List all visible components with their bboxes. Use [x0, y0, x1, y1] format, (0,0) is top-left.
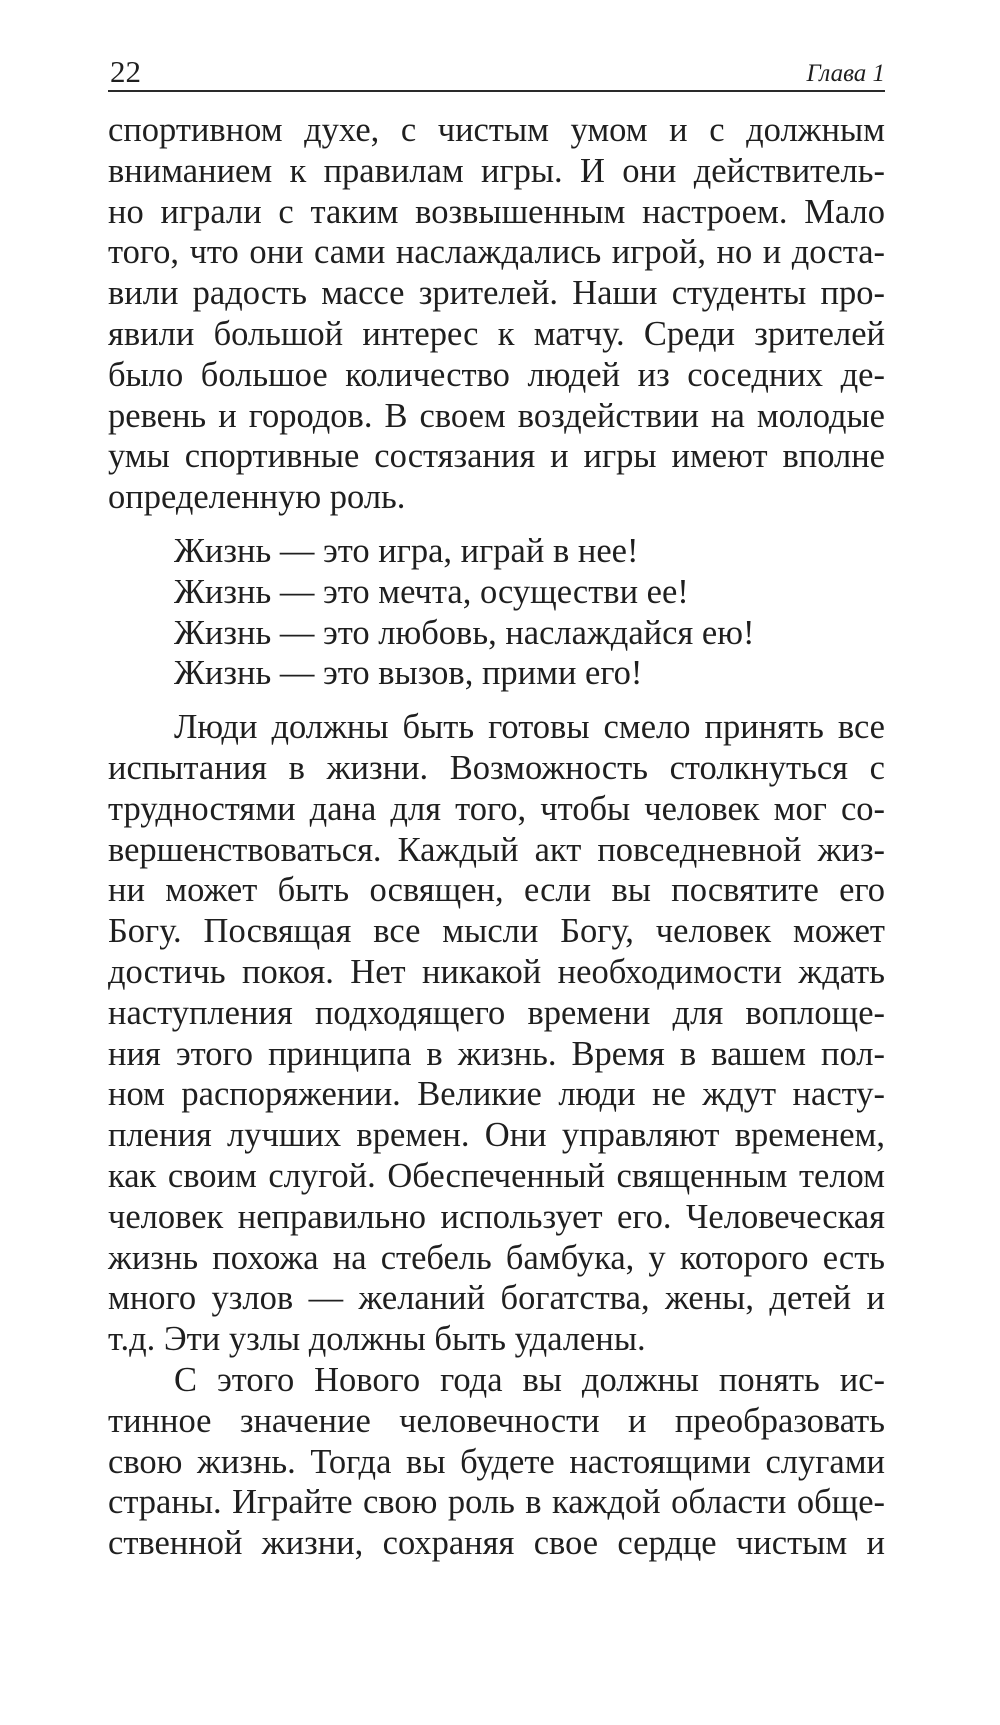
- running-head: [108, 54, 885, 92]
- page-number: 22: [110, 54, 141, 89]
- text-line: вниманием к правилам игры. И они действитель-: [108, 151, 885, 190]
- text-line: ном распоряжении. Великие люди не ждут насту-: [108, 1075, 885, 1114]
- text-line: трудностями дана для того, чтобы человек мог со-: [108, 789, 885, 828]
- text-line: наступления подходящего времени для воплоще-: [108, 993, 885, 1032]
- text-line: тинное значение человечности и преобразовать: [108, 1401, 885, 1440]
- paragraph-2: [108, 707, 885, 1360]
- text-line: Богу. Посвящая все мысли Богу, человек может: [108, 912, 885, 951]
- chapter-title: Глава 1: [806, 60, 885, 87]
- text-line: т.д. Эти узлы должны быть удалены.: [108, 1320, 646, 1359]
- text-line: спортивном духе, с чистым умом и с должным: [108, 111, 885, 149]
- text-line: того, что они сами наслаждались игрой, но и доста-: [108, 233, 885, 272]
- text-line: явили большой интерес к матчу. Среди зрителей: [108, 314, 885, 353]
- text-line: но играли с таким возвышенным настроем. Мало: [108, 192, 885, 231]
- text-line: испытания в жизни. Возможность столкнуться с: [108, 748, 885, 787]
- text-line: свою жизнь. Тогда вы будете настоящими слугами: [108, 1442, 885, 1481]
- text-line: ственной жизни, сохраняя свое сердце чистым и: [108, 1524, 885, 1563]
- verse-block: [108, 531, 885, 694]
- text-line: пления лучших времен. Они управляют временем,: [108, 1116, 885, 1155]
- verse-line: Жизнь — это любовь, наслаждайся ею!: [174, 613, 755, 652]
- text-line: умы спортивные состязания и игры имеют вполне: [108, 437, 885, 476]
- text-line: ревень и городов. В своем воздействии на молодые: [108, 396, 885, 435]
- text-line: было большое количество людей из соседних де-: [108, 355, 885, 394]
- text-line: вершенствоваться. Каждый акт повседневной жиз-: [108, 830, 885, 869]
- verse-line: Жизнь — это вызов, прими его!: [174, 654, 643, 693]
- text-line: определенную роль.: [108, 478, 406, 517]
- paragraph-1: [108, 110, 885, 518]
- text-line: ни может быть освящен, если вы посвятите его: [108, 871, 885, 910]
- text-line: жизнь похожа на стебель бамбука, у которого есть: [108, 1238, 885, 1277]
- verse-line: Жизнь — это игра, играй в нее!: [174, 531, 639, 570]
- text-line: ния этого принципа в жизнь. Время в вашем пол-: [108, 1034, 885, 1073]
- text-line: человек неправильно использует его. Человеческая: [108, 1197, 885, 1236]
- text-line: страны. Играйте свою роль в каждой области обще-: [108, 1483, 885, 1522]
- text-line: много узлов — желаний богатства, жены, детей и: [108, 1279, 885, 1318]
- text-line: достичь покоя. Нет никакой необходимости ждать: [108, 952, 885, 991]
- text-line: Люди должны быть готовы смело принять все: [174, 708, 885, 747]
- book-page: [108, 54, 885, 1564]
- paragraph-3: [108, 1360, 885, 1564]
- verse-line: Жизнь — это мечта, осуществи ее!: [174, 572, 689, 611]
- text-line: вили радость массе зрителей. Наши студенты про-: [108, 274, 885, 313]
- text-line: С этого Нового года вы должны понять ис-: [174, 1360, 885, 1399]
- text-line: как своим слугой. Обеспеченный священным телом: [108, 1156, 885, 1195]
